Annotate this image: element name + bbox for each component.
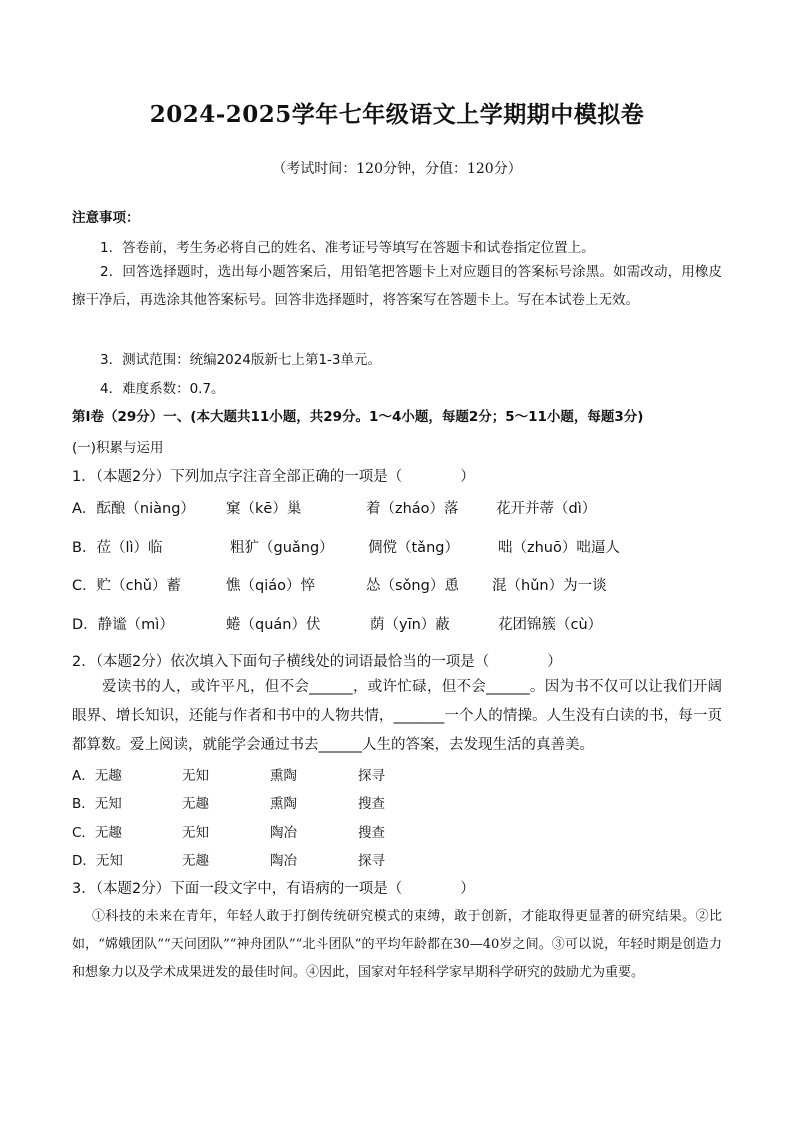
question-3-stem: 3．（本题2分）下面一段文字中，有语病的一项是（ ） bbox=[72, 881, 475, 897]
option-cell: 粗犷（guǎng） bbox=[230, 540, 334, 556]
option-cell: D．静谧（mì） bbox=[72, 617, 174, 633]
q1-option-b[interactable] bbox=[72, 536, 722, 560]
option-cell: 搜查 bbox=[358, 825, 385, 841]
option-cell: 花开并蒂（dì） bbox=[496, 501, 597, 517]
q2-option-c[interactable] bbox=[72, 821, 722, 843]
option-cell: 怂（sǒng）恿 bbox=[366, 578, 459, 594]
option-cell: A．酝酿（niàng） bbox=[72, 501, 195, 517]
option-cell: C．贮（chǔ）蓄 bbox=[72, 578, 181, 594]
option-cell: 混（hǔn）为一谈 bbox=[492, 578, 607, 594]
notice-item-3: 3．测试范围：统编2024版新七上第1-3单元。 bbox=[100, 352, 381, 368]
option-cell: 搜查 bbox=[358, 796, 385, 812]
question-1-stem: 1．（本题2分）下列加点字注音全部正确的一项是（ ） bbox=[72, 469, 475, 485]
option-cell: 花团锦簇（cù） bbox=[498, 617, 603, 633]
option-cell: 着（zháo）落 bbox=[366, 501, 459, 517]
option-cell: B．无知 bbox=[72, 796, 122, 812]
option-cell: 陶冶 bbox=[270, 825, 297, 841]
notice-heading: 注意事项： bbox=[72, 210, 140, 226]
option-cell: 探寻 bbox=[358, 768, 385, 784]
question-2-passage: 爱读书的人，或许平凡，但不会______，或许忙碌，但不会______。因为书不仅可以让我们开阔眼界、增长知识，还能与作者和书中的人物共情，_______一个人的情操。人生没有白读的书，每一页都算数。爱上阅读，就能学会通过书去______人生的答案，去发现生活的真善美。 bbox=[72, 679, 722, 753]
option-cell: C．无趣 bbox=[72, 825, 122, 841]
question-3-passage: ①科技的未来在青年，年轻人敢于打倒传统研究模式的束缚，敢于创新，才能取得更显著的研究结果。②比如，“嫦娥团队”“天问团队”“神舟团队”“北斗团队”的平均年龄都在30—40岁之间。③可以说，年轻时期是创造力和想象力以及学术成果迸发的最佳时间。④因此，国家对年轻科学家早期科学研究的鼓励尤为重要。 bbox=[72, 909, 722, 980]
notice-item-2: 2．回答选择题时，选出每小题答案后，用铅笔把答题卡上对应题目的答案标号涂黑。如需改动，用橡皮擦干净后，再选涂其他答案标号。回答非选择题时，将答案写在答题卡上。写在本试卷上无效。 bbox=[72, 264, 722, 308]
q1-option-c[interactable] bbox=[72, 574, 722, 598]
q2-option-d[interactable] bbox=[72, 849, 722, 871]
option-cell: 无趣 bbox=[182, 853, 209, 869]
option-cell: D．无知 bbox=[72, 853, 123, 869]
q1-option-a[interactable] bbox=[72, 497, 722, 521]
option-cell: 陶冶 bbox=[270, 853, 297, 869]
q1-option-d[interactable] bbox=[72, 613, 722, 637]
option-cell: 荫（yīn）蔽 bbox=[370, 617, 450, 633]
option-cell: 窠（kē）巢 bbox=[226, 501, 302, 517]
exam-subtitle: （考试时间：120分钟，分值：120分） bbox=[272, 161, 522, 177]
exam-title: 2024-2025学年七年级语文上学期期中模拟卷 bbox=[149, 101, 645, 128]
option-cell: 憔（qiáo）悴 bbox=[226, 578, 315, 594]
notice-item-1: 1．答卷前，考生务必将自己的姓名、准考证号等填写在答题卡和试卷指定位置上。 bbox=[100, 240, 595, 256]
option-cell: 无知 bbox=[182, 825, 209, 841]
subsection-heading: (一)积累与运用 bbox=[72, 440, 164, 456]
q2-option-a[interactable] bbox=[72, 764, 722, 786]
question-2-stem: 2．（本题2分）依次填入下面句子横线处的词语最恰当的一项是（ ） bbox=[72, 654, 562, 670]
q2-option-b[interactable] bbox=[72, 792, 722, 814]
option-cell: 蜷（quán）伏 bbox=[226, 617, 321, 633]
option-cell: 探寻 bbox=[358, 853, 385, 869]
option-cell: 熏陶 bbox=[270, 768, 297, 784]
option-cell: 无趣 bbox=[182, 796, 209, 812]
option-cell: 无知 bbox=[182, 768, 209, 784]
option-cell: A．无趣 bbox=[72, 768, 122, 784]
option-cell: 熏陶 bbox=[270, 796, 297, 812]
option-cell: 咄（zhuō）咄逼人 bbox=[498, 540, 620, 556]
notice-item-4: 4．难度系数：0.7。 bbox=[100, 381, 225, 397]
option-cell: 倜傥（tǎng） bbox=[368, 540, 459, 556]
option-cell: B．莅（lì）临 bbox=[72, 540, 163, 556]
section-heading: 第Ⅰ卷（29分）一、(本大题共11小题，共29分。1～4小题，每题2分；5～11小题，每题3分) bbox=[72, 409, 644, 425]
